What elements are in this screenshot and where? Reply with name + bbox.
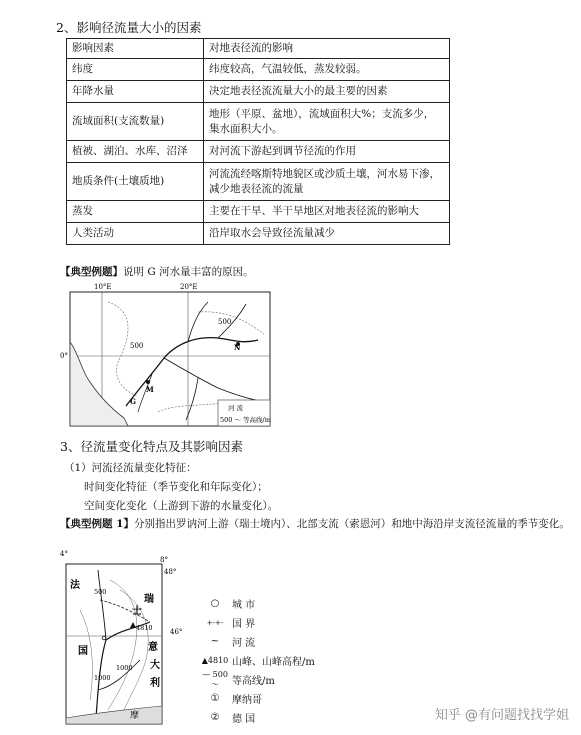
example-1-question — [60, 264, 254, 279]
legend-row — [198, 708, 342, 727]
legend-row — [198, 689, 342, 708]
legend-label: 河 流 — [232, 638, 256, 649]
point-m-marker — [146, 380, 150, 384]
contour-label: 500 — [218, 318, 232, 326]
contour-label: 1000 — [116, 664, 133, 672]
lat-label: 48° — [164, 568, 177, 576]
legend-label: 等高线/m — [232, 676, 275, 687]
watermark: 知乎 @有问题找找学姐 — [434, 708, 569, 723]
country-label: 瑞 — [144, 594, 154, 605]
table-row — [67, 201, 450, 223]
legend-row — [198, 594, 342, 613]
contour-label: 1000 — [94, 674, 111, 682]
peak-label: 4810 — [136, 624, 153, 632]
contour-icon: — 500 ～ — [202, 669, 228, 689]
legend-river: 河 流 — [228, 404, 244, 412]
table-row — [67, 163, 450, 201]
river-icon: ~ — [210, 636, 220, 647]
legend-label: 摩纳哥 — [232, 695, 262, 706]
city-icon: ○ — [210, 598, 220, 609]
legend-label: 城 市 — [232, 600, 256, 611]
legend-contour: 500 ～ 等高线/m — [220, 416, 271, 424]
legend-label: 德 国 — [232, 714, 256, 725]
legend-row — [198, 613, 342, 632]
point-label-g: G — [130, 397, 136, 406]
lon-label: 8° — [160, 556, 168, 564]
table-cell: 纬度 — [67, 59, 204, 81]
legend-row — [198, 632, 342, 651]
time-variation: 时间变化特征（季节变化和年际变化）； — [84, 481, 268, 493]
lat-label-0: 0° — [60, 352, 68, 360]
table-row — [67, 223, 450, 245]
table-row — [67, 103, 450, 141]
section-3-title: 3、径流量变化特点及其影响因素 — [60, 439, 243, 454]
map-2-legend — [198, 594, 342, 727]
table-row — [67, 81, 450, 103]
country-label: 意 — [148, 642, 158, 653]
congo-river-map — [60, 282, 272, 428]
lon-label: 4° — [60, 550, 68, 558]
table-cell: 主要在干旱、半干旱地区对地表径流的影响大 — [204, 201, 450, 223]
lon-label-10e: 10°E — [94, 283, 112, 291]
table-cell: 地形（平原、盆地），流域面积大%；支流多少，集水面积大小。 — [204, 103, 450, 141]
table-cell: 河流流经喀斯特地貌区或沙质土壤，河水易下渗，减少地表径流的流量 — [204, 163, 450, 201]
country-label: 摩 — [130, 711, 140, 721]
space-variation: 空间变化变化（上游到下游的水量变化）。 — [84, 500, 279, 512]
legend-row — [198, 651, 342, 670]
table-cell: 对地表径流的影响 — [204, 39, 450, 59]
table-cell: 影响因素 — [67, 39, 204, 59]
example-2-prefix: 【典型例题 1】 — [60, 518, 134, 530]
section-2-title: 2、影响径流量大小的因素 — [56, 20, 202, 35]
table-cell: 流域面积(支流数量) — [67, 103, 204, 141]
country-label: 国 — [78, 646, 88, 657]
table-cell: 对河流下游起到调节径流的作用 — [204, 141, 450, 163]
point-label-m: M — [146, 385, 154, 394]
lat-label: 46° — [170, 628, 183, 636]
table-cell: 纬度较高，气温较低，蒸发较弱。 — [204, 59, 450, 81]
table-header-row — [67, 39, 450, 59]
table-cell: 年降水量 — [67, 81, 204, 103]
rhone-river-map — [60, 550, 184, 726]
table-cell: 地质条件(土壤质地) — [67, 163, 204, 201]
monaco-icon: ① — [210, 693, 220, 704]
legend-label: 山峰、山峰高程/m — [232, 657, 315, 668]
country-label: 利 — [150, 678, 160, 689]
example-1-prefix: 【典型例题】 — [60, 266, 123, 278]
contour-label: 500 — [130, 342, 144, 350]
peak-icon: ▲4810 — [201, 656, 229, 665]
example-2-text: 分别指出罗讷河上游（瑞士境内）、北部支流（索恩河）和地中海沿岸支流径流量的季节变化。 — [133, 518, 570, 530]
factors-table — [66, 38, 450, 245]
table-cell: 蒸发 — [67, 201, 204, 223]
lon-label-20e: 20°E — [180, 283, 198, 291]
subsection-1: （1）河流径流量变化特征： — [64, 462, 197, 474]
legend-row — [198, 670, 342, 689]
country-label: 士 — [132, 606, 142, 617]
example-1-text: 说明 G 河水量丰富的原因。 — [123, 266, 254, 278]
example-2-question — [60, 516, 580, 531]
country-label: 法 — [70, 580, 80, 591]
country-label: 大 — [150, 660, 160, 671]
contour-label: 500 — [94, 588, 107, 596]
table-cell: 沿岸取水会导致径流量减少 — [204, 223, 450, 245]
table-cell: 人类活动 — [67, 223, 204, 245]
table-row — [67, 59, 450, 81]
table-cell: 植被、湖泊、水库、沼泽 — [67, 141, 204, 163]
table-row — [67, 141, 450, 163]
point-label-n: N — [234, 343, 241, 352]
legend-label: 国 界 — [232, 619, 256, 630]
germany-icon: ② — [210, 712, 220, 723]
border-icon: +-+- — [206, 618, 224, 627]
table-cell: 决定地表径流流量大小的最主要的因素 — [204, 81, 450, 103]
